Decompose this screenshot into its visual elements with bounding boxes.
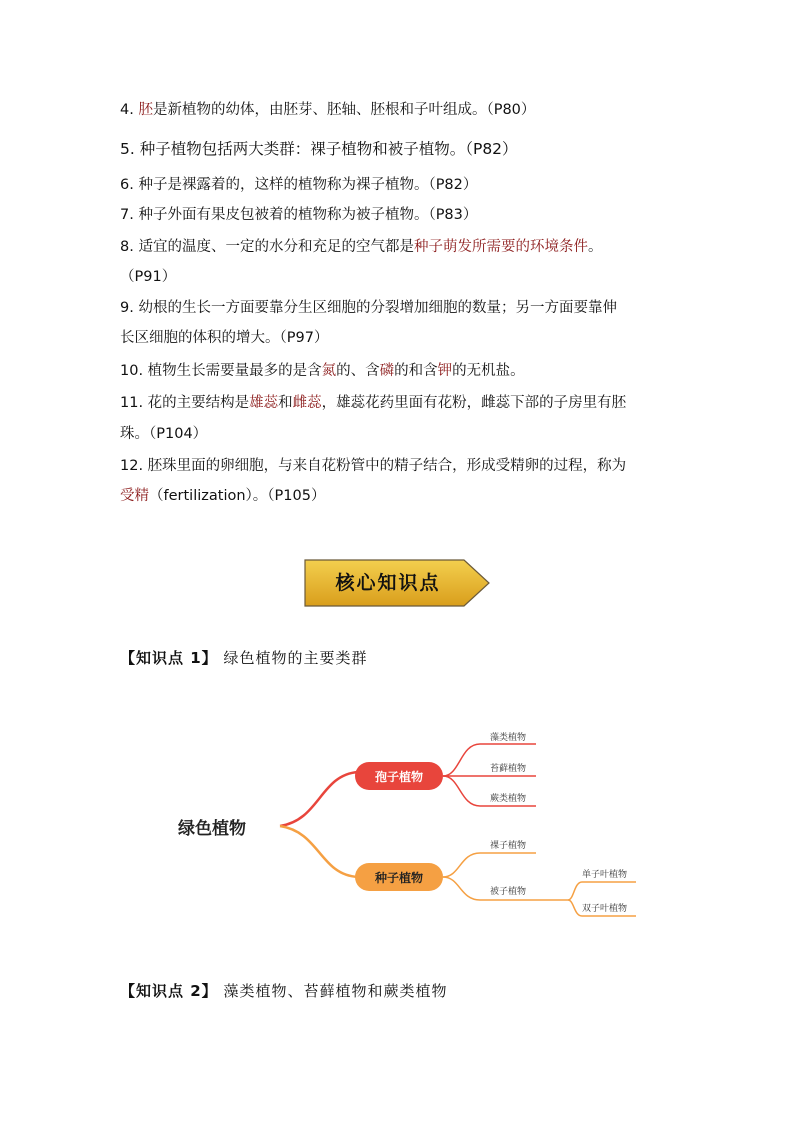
point-11 bbox=[120, 393, 626, 413]
knowledge-point-1 bbox=[120, 647, 367, 668]
text-run: 8. 适宜的温度、一定的水分和充足的空气都是 bbox=[120, 239, 414, 255]
seed-node-label: 种子植物 bbox=[374, 871, 424, 885]
text-run: 11. 花的主要结构是 bbox=[120, 395, 250, 411]
leaf-monocot: 单子叶植物 bbox=[582, 870, 628, 880]
text-run: 是新植物的幼体，由胚芽、胚轴、胚根和子叶组成。（P80） bbox=[152, 102, 536, 118]
point-12 bbox=[120, 456, 626, 476]
point-9 bbox=[120, 298, 617, 318]
point-9-cont bbox=[120, 328, 328, 348]
point-4 bbox=[120, 100, 535, 120]
point-5 bbox=[120, 139, 518, 159]
highlighted-term: 雄蕊 bbox=[249, 395, 279, 411]
text-run: 9. 幼根的生长一方面要靠分生区细胞的分裂增加细胞的数量；另一方面要靠伸 bbox=[120, 300, 617, 316]
point-8-cont bbox=[120, 267, 176, 287]
branch-spore bbox=[280, 772, 358, 826]
highlighted-term: 氮 bbox=[321, 363, 337, 379]
leaf-fern: 蕨类植物 bbox=[490, 794, 527, 804]
text-run: （P91） bbox=[120, 269, 177, 285]
kp2-title: 藻类植物、苔藓植物和蕨类植物 bbox=[223, 982, 448, 1000]
text-run: 和 bbox=[278, 395, 293, 411]
text-run: 。 bbox=[587, 239, 603, 255]
leaf-gymnosperm: 裸子植物 bbox=[490, 841, 527, 851]
core-knowledge-banner bbox=[304, 559, 490, 607]
text-run: 长区细胞的体积的增大。（P97） bbox=[120, 330, 329, 346]
point-12-cont bbox=[120, 486, 325, 506]
highlighted-term: 钾 bbox=[437, 363, 453, 379]
text-run: 10. 植物生长需要量最多的是含 bbox=[120, 363, 322, 379]
point-11-cont bbox=[120, 424, 207, 444]
text-run: 12. 胚珠里面的卵细胞，与来自花粉管中的精子结合，形成受精卵的过程，称为 bbox=[120, 458, 627, 474]
leaf-dicot: 双子叶植物 bbox=[582, 904, 628, 914]
leaf-algae: 藻类植物 bbox=[490, 733, 527, 743]
point-7 bbox=[120, 205, 477, 225]
leaf-moss: 苔藓植物 bbox=[490, 764, 527, 774]
text-run: 的无机盐。 bbox=[452, 363, 525, 379]
leaf-angiosperm: 被子植物 bbox=[490, 887, 527, 897]
highlighted-term: 磷 bbox=[379, 363, 395, 379]
kp1-bracket: 【知识点 1】 bbox=[120, 649, 218, 667]
text-run: 6. 种子是裸露着的，这样的植物称为裸子植物。（P82） bbox=[120, 177, 478, 193]
text-run: ，雄蕊花药里面有花粉，雌蕊下部的子房里有胚 bbox=[321, 395, 627, 411]
point-10 bbox=[120, 361, 525, 381]
banner-label: 核心知识点 bbox=[335, 572, 441, 594]
spore-node-label: 孢子植物 bbox=[374, 770, 424, 784]
kp1-title: 绿色植物的主要类群 bbox=[223, 649, 368, 667]
highlighted-term: 种子萌发所需要的环境条件 bbox=[413, 239, 588, 255]
highlighted-term: 雌蕊 bbox=[292, 395, 322, 411]
text-run: 5. 种子植物包括两大类群：裸子植物和被子植物。（P82） bbox=[120, 140, 518, 158]
green-plants-mindmap bbox=[170, 720, 650, 930]
point-6 bbox=[120, 175, 477, 195]
knowledge-point-2 bbox=[120, 980, 447, 1001]
text-run: 4. bbox=[120, 102, 139, 118]
highlighted-term: 受精 bbox=[120, 488, 149, 504]
branch-seed bbox=[280, 826, 358, 877]
text-run: 珠。（P104） bbox=[120, 426, 208, 442]
text-run: 的和含 bbox=[394, 363, 438, 379]
kp2-bracket: 【知识点 2】 bbox=[120, 982, 218, 1000]
highlighted-term: 胚 bbox=[138, 102, 153, 118]
text-run: 的、含 bbox=[336, 363, 380, 379]
point-8 bbox=[120, 237, 602, 257]
text-run: 7. 种子外面有果皮包被着的植物称为被子植物。（P83） bbox=[120, 207, 478, 223]
text-run: （fertilization）。（P105） bbox=[149, 488, 326, 504]
mindmap-root: 绿色植物 bbox=[178, 819, 246, 839]
